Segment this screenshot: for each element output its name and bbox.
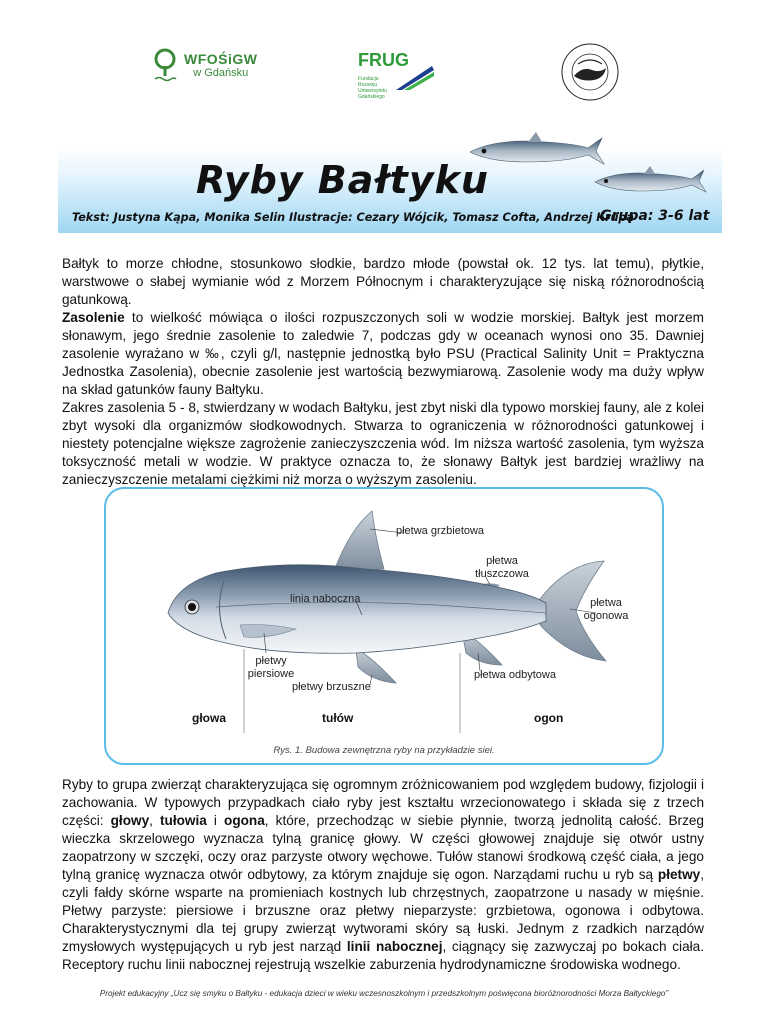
frug-swoosh-icon	[356, 50, 436, 96]
body-text-segment: ,	[149, 813, 161, 828]
body-paragraph	[62, 776, 704, 974]
label-pelvic-fins: płetwy brzuszne	[292, 681, 371, 693]
marine-station-stamp	[560, 42, 620, 102]
fish-anatomy-figure	[104, 487, 664, 765]
tree-icon	[152, 48, 178, 82]
seal-icon	[560, 42, 620, 102]
wfosigw-sub: w Gdańsku	[193, 66, 249, 79]
credits-line: Tekst: Justyna Kąpa, Monika Selin Ilustracje: Cezary Wójcik, Tomasz Cofta, Andrzej Krupa	[72, 211, 634, 224]
footer-note: Projekt edukacyjny „Ucz się smyku o Bałtyku - edukacja dzieci w wieku wczesnoszkolnym i przedszkolnym poświęcona bioróżnorodności Morza Bałtyckiego”	[99, 989, 669, 998]
term-trunk: tułowia	[160, 813, 207, 828]
body-text-segment: , które, przechodząc w siebie płynnie, tworzą jednolitą całość. Brzeg wieczka skrzelowego wyznacza tylną granicę głowy. W części głowowej znajduje się otwór ustny zaopatrzony w szczęki, oczy oraz parzyste otwory węchowe. Tułów stanowi środkową część ciała, a jego tylną granicę wyznacza otwór odbytowy, za którym znajduje się ogon. Narządami ruchu u ryb są	[62, 813, 704, 882]
label-dorsal-fin: płetwa grzbietowa	[396, 525, 485, 537]
body-text	[62, 776, 704, 974]
body-text-segment: , ciągnący się zazwyczaj po bokach ciała. Receptory ruchu linii nabocznej rejestrują wszelkie zaburzenia hydrodynamiczne środowiska wodnego.	[62, 939, 704, 972]
label-trunk: tułów	[322, 711, 354, 725]
label-tail: ogon	[534, 711, 564, 725]
body-text-segment: i	[206, 813, 225, 828]
body-text-segment: , czyli fałdy skórne wsparte na promieniach kostnych lub chrzęstnych, zaopatrzone u nasady w mięśnie. Płetwy parzyste: piersiowe i brzuszne oraz płetwy nieparzyste: grzbietowa, ogonowa i odbytowa. Charakterystycznymi dla tej grupy zwierząt wytworami skóry są łuski. Jednym z rzadkich narządów zmysłowych występujących u ryb jest narząd	[62, 867, 704, 954]
age-group-label: Grupa: 3-6 lat	[600, 208, 710, 224]
label-caudal-fin: płetwa ogonowa	[583, 597, 629, 622]
label-lateral-line: linia naboczna	[290, 593, 361, 605]
label-adipose-fin: płetwa tłuszczowa	[475, 555, 529, 580]
label-head: głowa	[192, 711, 227, 725]
label-anal-fin: płetwa odbytowa	[474, 669, 556, 681]
intro-paragraph-3: Zakres zasolenia 5 - 8, stwierdzany w wodach Bałtyku, jest zbyt niski dla typowo morskiej fauny, ale z kolei zbyt wysoki dla organizmów słodkowodnych. Stwarza to ograniczenia w różnorodności gatunkowej i niestety potencjalne większe zagrożenie zanieczyszczenia wód. Im niższa wartość zasolenia, tym wyższa toksyczność metali w wodzie. W praktyce oznacza to, że słonawy Bałtyk jest bardziej wrażliwy na zanieczyszczenie metalami ciężkimi niż morza o wyższym zasoleniu.	[62, 400, 704, 487]
frug-sub: Fundacja Rozwoju Uniwersytetu Gdańskiego	[358, 76, 387, 100]
figure-caption: Rys. 1. Budowa zewnętrzna ryby na przykładzie siei.	[273, 745, 495, 756]
herring-icon	[592, 164, 708, 198]
salinity-definition: to wielkość mówiąca o ilości rozpuszczonych soli w wodzie morskiej. Bałtyk jest morzem słonawym, jego średnie zasolenie to zaledwie 7, podczas gdy w oceanach wynosi ono 35. Dawniej zasolenie wyrażano w ‰, czyli g/l, następnie jednostką było PSU (Practical Salinity Unit = Praktyczna Jednostka Zasolenia), obecnie zasolenie jest wartością bezwymiarową. Zasolenie wody ma duży wpływ na skład gatunków fauny Bałtyku.	[62, 310, 704, 397]
term-fins: płetwy	[657, 867, 701, 882]
body-text-segment: Ryby to grupa zwierząt charakteryzująca się ogromnym zróżnicowaniem pod względem budowy, fizjologii i zachowania. W typowych przypadkach ciało ryby jest kształtu wrzecionowatego i składa się z trzech części:	[62, 777, 704, 828]
term-salinity: Zasolenie	[62, 310, 125, 325]
intro-paragraph-1: Bałtyk to morze chłodne, stosunkowo słodkie, bardzo młode (powstał ok. 12 tys. lat temu), płytkie, warstwowe o słabej wymianie wód z Morzem Północnym i charakteryzujące się niską różnorodnością gatunkową.	[62, 256, 704, 307]
logo-bar	[0, 38, 768, 98]
page-title: Ryby Bałtyku	[196, 158, 489, 202]
whitefish-illustration	[106, 489, 662, 763]
term-lateral-line: linii nabocznej	[346, 939, 443, 954]
intro-text	[62, 255, 704, 489]
frug-name: FRUG	[358, 50, 409, 70]
intro-paragraph-2	[62, 309, 704, 399]
term-head: głowy	[110, 813, 150, 828]
wfosigw-logo	[152, 48, 258, 82]
label-pectoral-fins: płetwy piersiowe	[247, 655, 295, 680]
wfosigw-name: WFOŚiGW	[184, 50, 258, 67]
frug-logo	[356, 50, 436, 100]
term-tail: ogona	[224, 813, 265, 828]
